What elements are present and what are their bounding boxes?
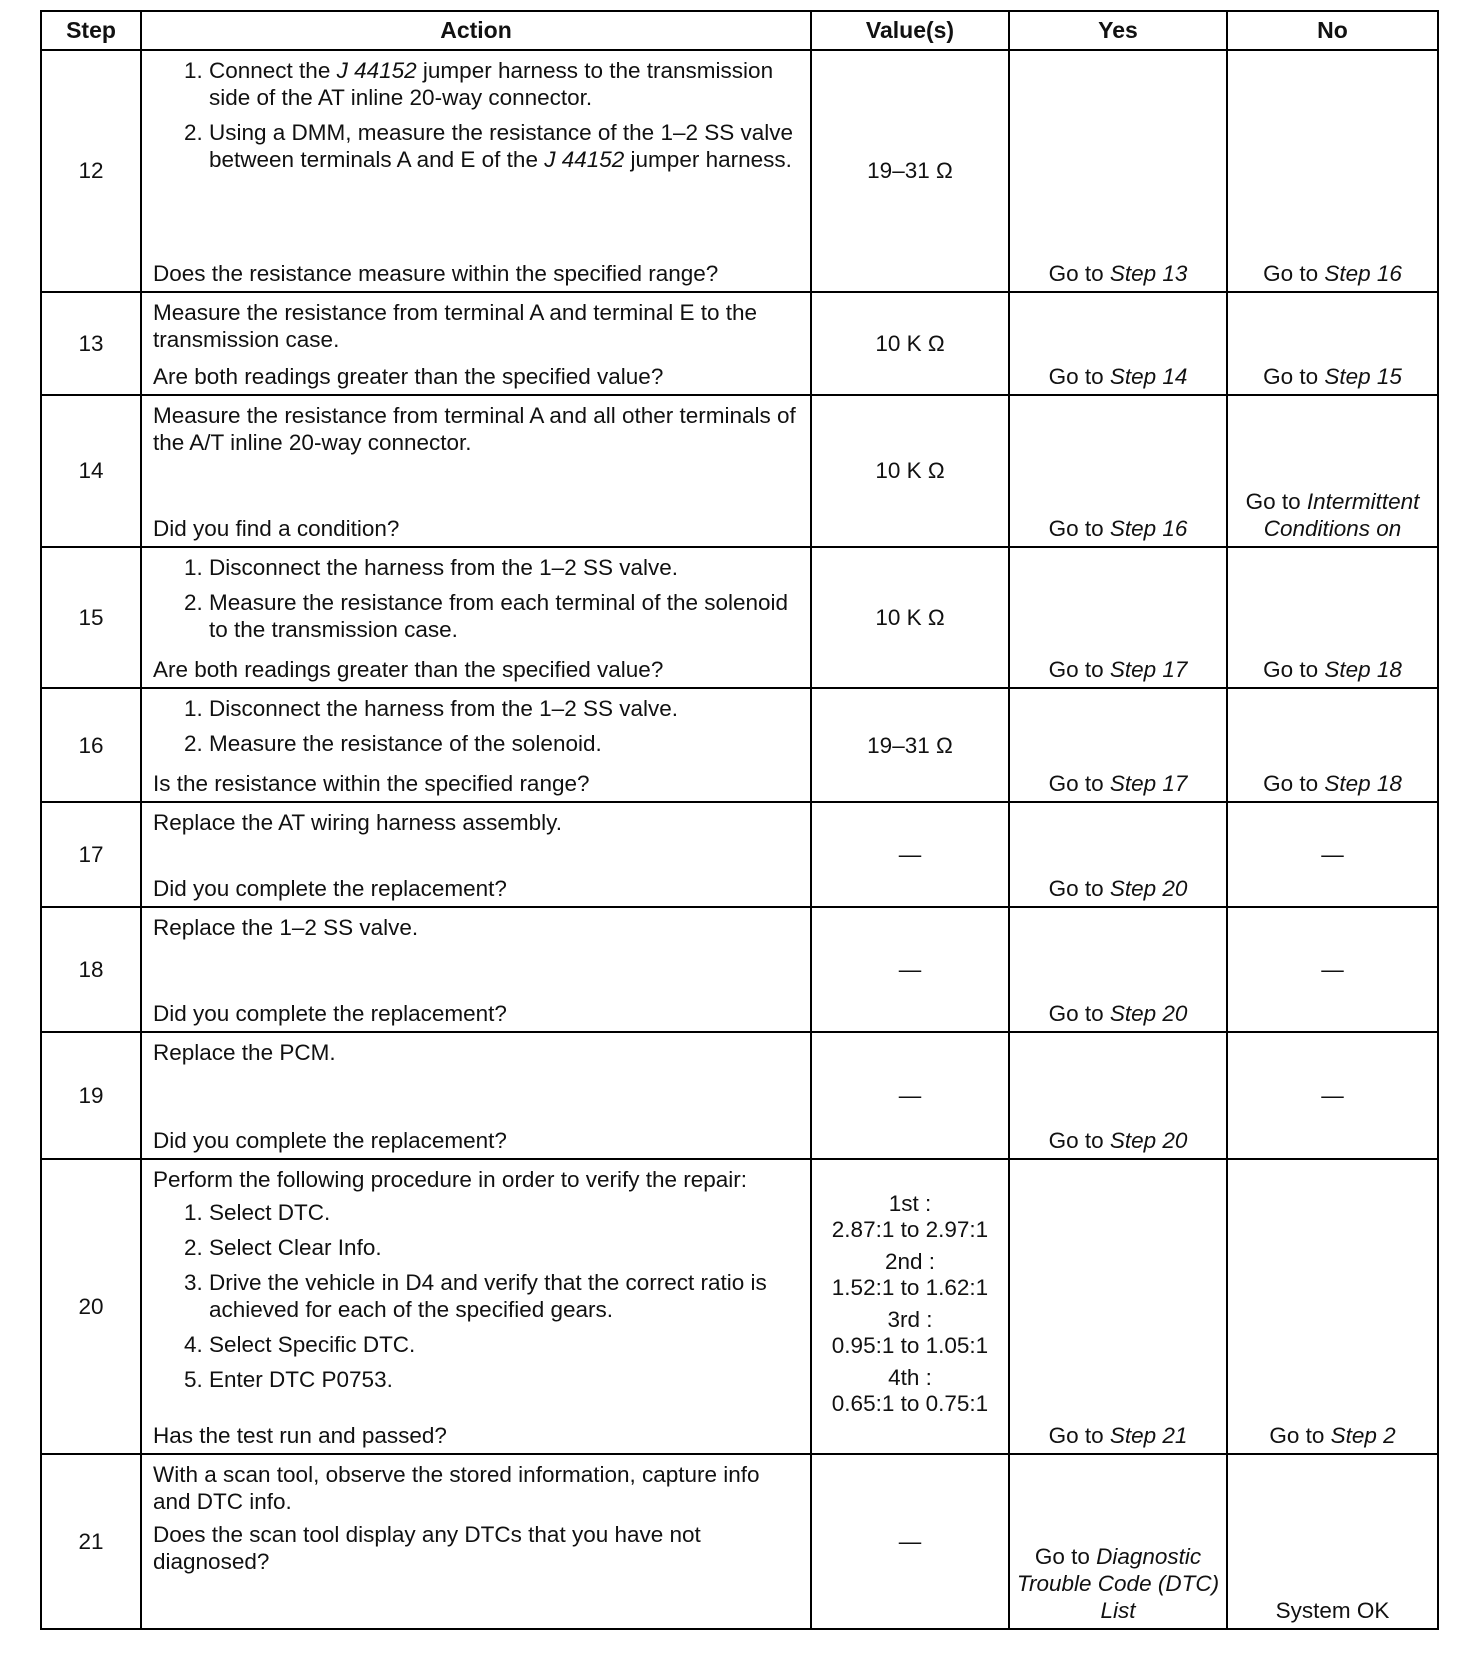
yes-cell: Go to Step 21	[1009, 1159, 1227, 1454]
list-item: 1. Disconnect the harness from the 1–2 SS valve.	[209, 695, 800, 722]
question-text: Is the resistance within the specified range?	[153, 770, 590, 796]
step-number: 19	[41, 1032, 141, 1159]
table-row	[41, 802, 1438, 907]
diagnostic-table	[40, 10, 1439, 1630]
no-cell: Go to Step 2	[1227, 1159, 1438, 1454]
procedure-list	[153, 554, 800, 651]
action-text: Measure the resistance from terminal A and terminal E to the transmission case.	[153, 299, 758, 352]
question-text: Are both readings greater than the specified value?	[153, 657, 664, 683]
step-number: 14	[41, 395, 141, 547]
list-item: 2. Measure the resistance of the solenoid.	[209, 730, 800, 757]
list-item: 1. Connect the J 44152 jumper harness to the transmission side of the AT inline 20-way connector.	[209, 57, 800, 111]
no-cell: Go to Step 15	[1227, 292, 1438, 395]
no-cell: —	[1227, 907, 1438, 1032]
value-cell: 10 K Ω	[811, 547, 1009, 689]
yes-cell: Go to Step 20	[1009, 907, 1227, 1032]
procedure-list	[153, 695, 800, 765]
header-step: Step	[41, 11, 141, 50]
no-cell: Go to Step 18	[1227, 688, 1438, 802]
no-cell: Go to Step 16	[1227, 50, 1438, 292]
question-text: Did you complete the replacement?	[153, 1128, 507, 1154]
step-number: 21	[41, 1454, 141, 1629]
table-row	[41, 1454, 1438, 1629]
value-cell	[811, 1159, 1009, 1454]
step-number: 17	[41, 802, 141, 907]
step-number: 18	[41, 907, 141, 1032]
question-text: Has the test run and passed?	[153, 1422, 447, 1448]
no-cell: —	[1227, 1032, 1438, 1159]
action-cell	[141, 50, 811, 292]
question-text: Did you find a condition?	[153, 515, 400, 541]
action-text: With a scan tool, observe the stored information, capture info and DTC info.	[153, 1461, 760, 1514]
action-cell	[141, 1454, 811, 1629]
action-text: Replace the AT wiring harness assembly.	[153, 809, 562, 835]
gear-ratio: 4th : 0.65:1 to 0.75:1	[831, 1364, 989, 1416]
table-row	[41, 1032, 1438, 1159]
action-text: Replace the PCM.	[153, 1040, 336, 1066]
header-values: Value(s)	[811, 11, 1009, 50]
header-action: Action	[141, 11, 811, 50]
action-text: Replace the 1–2 SS valve.	[153, 915, 419, 941]
step-number: 13	[41, 292, 141, 395]
procedure-list	[153, 1199, 800, 1393]
action-text: Measure the resistance from terminal A and all other terminals of the A/T inline 20-way connector.	[153, 402, 796, 455]
action-cell	[141, 688, 811, 802]
header-yes: Yes	[1009, 11, 1227, 50]
value-cell: —	[811, 1454, 1009, 1629]
step-number: 15	[41, 547, 141, 689]
list-item: 2. Select Clear Info.	[209, 1234, 800, 1261]
table-row	[41, 547, 1438, 689]
value-cell: —	[811, 802, 1009, 907]
list-item: 2. Measure the resistance from each terminal of the solenoid to the transmission case.	[209, 589, 800, 643]
action-cell	[141, 802, 811, 907]
yes-cell: Go to Step 17	[1009, 547, 1227, 689]
no-cell: Go to Intermittent Conditions on	[1227, 395, 1438, 547]
no-cell: —	[1227, 802, 1438, 907]
question-text: Did you complete the replacement?	[153, 1001, 507, 1027]
value-cell: —	[811, 907, 1009, 1032]
value-cell: 19–31 Ω	[811, 688, 1009, 802]
yes-cell: Go to Step 16	[1009, 395, 1227, 547]
yes-cell: Go to Step 17	[1009, 688, 1227, 802]
question-text: Does the scan tool display any DTCs that you have not diagnosed?	[153, 1521, 701, 1574]
yes-cell: Go to Step 13	[1009, 50, 1227, 292]
list-item: 1. Disconnect the harness from the 1–2 SS valve.	[209, 554, 800, 581]
step-number: 16	[41, 688, 141, 802]
yes-cell: Go to Step 14	[1009, 292, 1227, 395]
list-item: 3. Drive the vehicle in D4 and verify that the correct ratio is achieved for each of the specified gears.	[209, 1269, 800, 1323]
gear-ratio: 1st : 2.87:1 to 2.97:1	[831, 1190, 989, 1242]
table-row	[41, 907, 1438, 1032]
table-row	[41, 292, 1438, 395]
list-item: 2. Using a DMM, measure the resistance of the 1–2 SS valve between terminals A and E of the J 44152 jumper harness.	[209, 119, 800, 173]
step-number: 20	[41, 1159, 141, 1454]
gear-ratio: 3rd : 0.95:1 to 1.05:1	[831, 1306, 989, 1358]
table-row	[41, 1159, 1438, 1454]
table-row	[41, 395, 1438, 547]
action-cell	[141, 547, 811, 689]
step-number: 12	[41, 50, 141, 292]
header-row	[41, 11, 1438, 50]
header-no: No	[1227, 11, 1438, 50]
list-item: 5. Enter DTC P0753.	[209, 1366, 800, 1393]
list-item: 1. Select DTC.	[209, 1199, 800, 1226]
value-cell: 10 K Ω	[811, 292, 1009, 395]
question-text: Are both readings greater than the specified value?	[153, 363, 664, 389]
procedure-list	[153, 57, 800, 181]
table-row	[41, 50, 1438, 292]
action-cell	[141, 395, 811, 547]
question-text: Does the resistance measure within the specified range?	[153, 260, 719, 286]
table-row	[41, 688, 1438, 802]
question-text: Did you complete the replacement?	[153, 876, 507, 902]
value-cell: —	[811, 1032, 1009, 1159]
yes-cell: Go to Step 20	[1009, 1032, 1227, 1159]
action-cell	[141, 907, 811, 1032]
no-cell: System OK	[1227, 1454, 1438, 1629]
action-cell	[141, 1032, 811, 1159]
value-cell: 10 K Ω	[811, 395, 1009, 547]
action-cell	[141, 292, 811, 395]
value-cell: 19–31 Ω	[811, 50, 1009, 292]
action-cell	[141, 1159, 811, 1454]
yes-cell: Go to Diagnostic Trouble Code (DTC) List	[1009, 1454, 1227, 1629]
yes-cell: Go to Step 20	[1009, 802, 1227, 907]
action-text: Perform the following procedure in order to verify the repair:	[153, 1167, 748, 1193]
gear-ratio: 2nd : 1.52:1 to 1.62:1	[831, 1248, 989, 1300]
list-item: 4. Select Specific DTC.	[209, 1331, 800, 1358]
no-cell: Go to Step 18	[1227, 547, 1438, 689]
